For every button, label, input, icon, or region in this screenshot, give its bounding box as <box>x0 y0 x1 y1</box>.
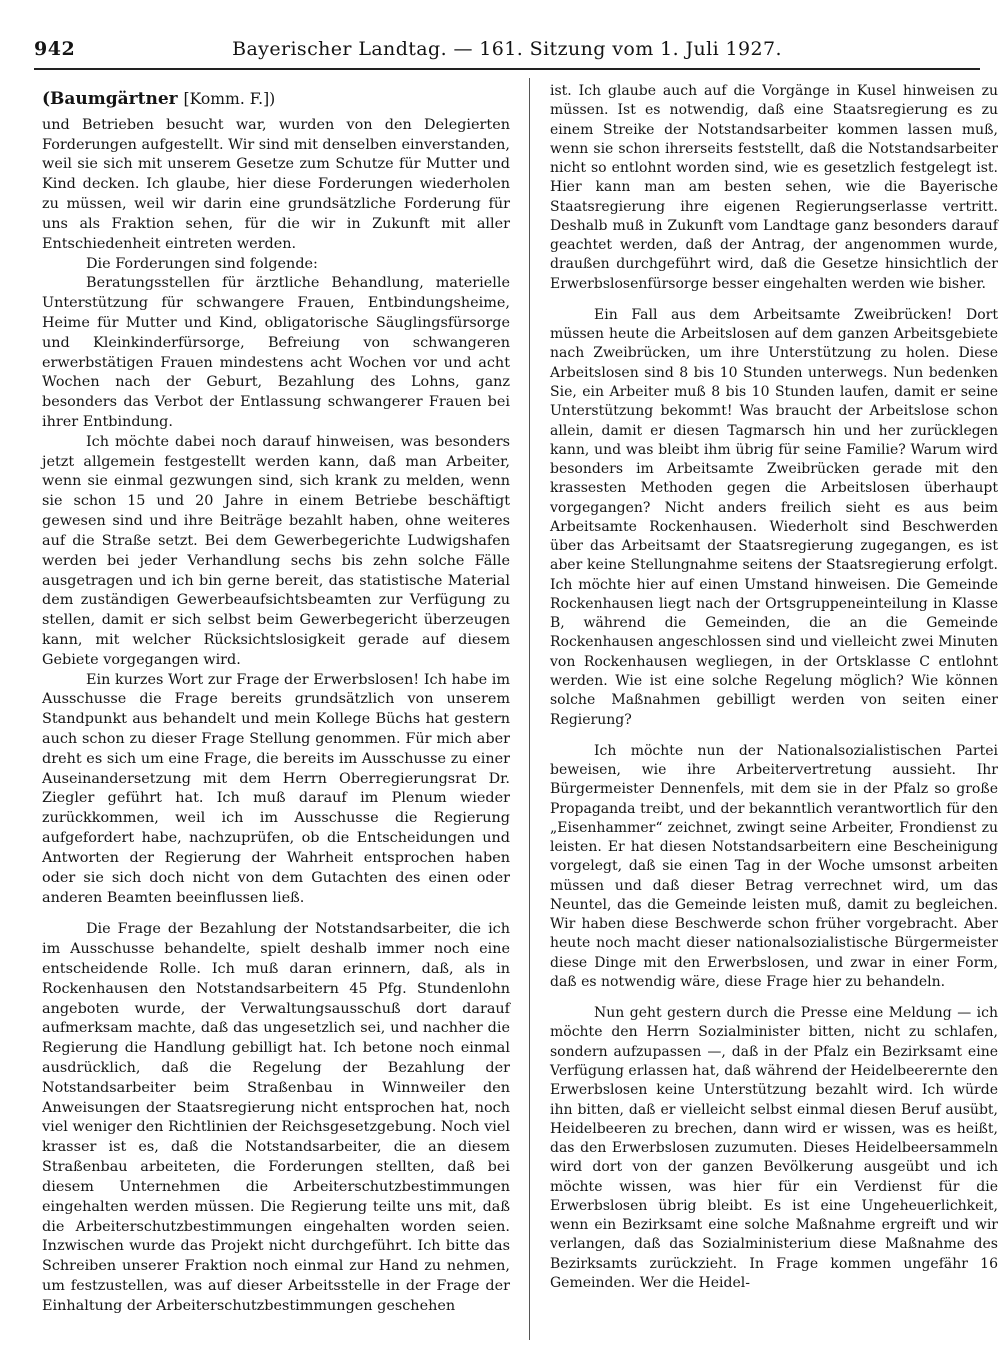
paragraph: Ein kurzes Wort zur Frage der Erwerbslosen! Ich habe im Ausschusse die Frage bereits grundsätzlich von unserem Standpunkt aus behandelt und mein Kollege Büchs hat gestern auch schon zu dieser Frage Stellung genommen. Für mich aber dreht es sich um eine Frage, die bereits im Ausschusse zu einer Auseinandersetzung mit dem Herrn Oberregierungsrat Dr. Ziegler geführt hat. Ich muß darauf im Plenum wieder zurückkommen, weil ich im Ausschusse die Regierung aufgefordert habe, nachzuprüfen, ob die Entscheidungen und Antworten der Regierung der Wahrheit entsprochen haben oder sie sich doch nicht von dem Gutachten des einen oder anderen Beamten beeinflussen ließ. <box>42 671 510 906</box>
paragraph: Ich möchte nun der Nationalsozialistischen Partei beweisen, wie ihre Arbeitervertretung aussieht. Ihr Bürgermeister Dennenfels, mit dem sie in der Pfalz so große Propaganda treibt, und der bekanntlich verantwortlich für den „Eisenhammer“ zeichnet, zwingt seine Arbeiter, Frondienst zu leisten. Er hat diesen Notstandsarbeitern eine Bescheinigung vorgelegt, daß sie einen Tag in der Woche umsonst arbeiten müssen und daß dieser Betrag verrechnet wird, um das Neuntel, das die Gemeinde leisten muß, damit zu begleichen. Wir haben diese Beschwerde schon früher vorgebracht. Aber heute noch macht dieser nationalsozialistische Bürgermeister diese Dinge mit den Erwerbslosen, und zwar in einer Form, daß es notwendig wäre, diese Frage hier zu behandeln. <box>550 742 998 990</box>
speaker-label <box>42 90 510 110</box>
paragraph: und Betrieben besucht war, wurden von den Delegierten Forderungen aufgestellt. Wir sind mit denselben einverstanden, weil sie sich mit unserem Gesetze zum Schutze für Mutter und Kind decken. Ich glaube, hier diese Forderungen wiederholen zu müssen, weil wir darin eine grundsätzliche Forderung für uns als Fraktion sehen, für die wir in Zukunft mit aller Entschiedenheit eintreten werden. <box>42 116 510 252</box>
page-number: 942 <box>34 38 76 60</box>
column-divider <box>529 78 530 1340</box>
paragraph: Nun geht gestern durch die Presse eine Meldung — ich möchte den Herrn Sozialminister bitten, nicht zu schlafen, sondern aufzupassen —, daß in der Pfalz ein Bezirksamt eine Verfügung erlassen hat, daß während der Heidelbeerernte den Erwerbslosen keine Unterstützung bezahlt wird. Ich würde ihn bitten, daß er vielleicht selbst einmal diesen Beruf ausübt, Heidelbeeren zu brechen, dann wird er wissen, was es heißt, das den Erwerbslosen zuzumuten. Dieses Heidelbeersammeln wird dort von der ganzen Bevölkerung ausgeübt und ich möchte wissen, was hier für ein Verdienst für die Erwerbslosen übrig bleibt. Es ist eine Ungeheuerlichkeit, wenn ein Bezirksamt eine solche Maßnahme ergreift und wir verlangen, daß das Sozialministerium diese Maßnahme des Bezirksamts zurückzieht. In Frage kommen ungefähr 16 Gemeinden. Wer die Heidel- <box>550 1005 999 1291</box>
right-column <box>550 82 998 1293</box>
running-title: Bayerischer Landtag. — 161. Sitzung vom 1. Juli 1927. <box>232 38 782 60</box>
paragraph: Die Forderungen sind folgende: <box>86 255 318 272</box>
speaker-name: (Baumgärtner <box>42 89 178 109</box>
paragraph: Beratungsstellen für ärztliche Behandlung, materielle Unterstützung für schwangere Frauen, Entbindungsheime, Heime für Mutter und Kind, obligatorische Säuglingsfürsorge und Kleinkinderfürsorge, Befreiung von schwangeren erwerbstätigen Frauen mindestens acht Wochen vor und acht Wochen nach der Geburt, Bezahlung des Lohns, ganz besonders das Verbot der Entlassung schwangerer Frauen bei ihrer Entbindung. <box>42 275 510 430</box>
paragraph: Ein Fall aus dem Arbeitsamte Zweibrücken! Dort müssen heute die Arbeitslosen auf dem ganzen Arbeitsgebiete nach Zweibrücken, um ihre Unterstützung zu holen. Diese Arbeitslosen sind 8 bis 10 Stunden unterwegs. Nun bedenken Sie, ein Arbeiter muß 8 bis 10 Stunden laufen, damit er seine Unterstützung bekommt! Was braucht der Arbeitslose schon allein, damit er diesen Tagmarsch hin und her zurücklegen kann, und was bleibt ihm übrig für seine Familie? Warum wird besonders im Arbeitsamte Zweibrücken gerade mit den krassesten Methoden gegen die Arbeitslosen überhaupt vorgegangen? Nicht anders freilich sieht es aus beim Arbeitsamte Rockenhausen. Wiederholt sind Beschwerden über das Arbeitsamt der Staatsregierung zugegangen, es ist aber keine Stellungnahme seitens der Staatsregierung erfolgt. Ich möchte hier auf einen Umstand hinweisen. Die Gemeinde Rockenhausen liegt nach der Ortsgruppeneinteilung in Klasse B, während die Gemeinden, die an die Gemeinde Rockenhausen angeschlossen sind und vielleicht zwei Minuten von Rockenhausen wegliegen, in der Ortsklasse C entlohnt werden. Wie ist eine solche Regelung möglich? Wie können solche Maßnahmen gebilligt werden von seiten einer Regierung? <box>550 306 998 728</box>
speaker-party: [Komm. F.]) <box>183 90 276 108</box>
paragraph: Die Frage der Bezahlung der Notstandsarbeiter, die ich im Ausschusse behandelte, spielt deshalb immer noch eine entscheidende Rolle. Ich muß daran erinnern, daß, als in Rockenhausen den Notstandsarbeitern 45 Pfg. Stundenlohn angeboten wurde, der Verwaltungsausschuß dort darauf aufmerksam machte, daß das ungesetzlich sei, und nachher die Regierung die Handlung gebilligt hat. Ich betone noch einmal ausdrücklich, daß die Regelung der Bezahlung der Notstandsarbeiter beim Straßenbau in Winnweiler den Anweisungen der Staatsregierung nicht entsprochen hat, noch viel weniger den Richtlinien der Reichsgesetzgebung. Noch viel krasser ist es, daß die Notstandsarbeiter, die an diesem Straßenbau arbeiteten, die Forderungen stellten, daß bei diesem Unternehmen die Arbeiterschutzbestimmungen eingehalten werden müssen. Die Regierung teilte uns mit, daß die Arbeiterschutzbestimmungen eingehalten worden seien. Inzwischen wurde das Projekt nicht durchgeführt. Ich bitte das Schreiben unserer Fraktion noch einmal zur Hand zu nehmen, um festzustellen, was auf dieser Arbeitsstelle in der Frage der Einhaltung der Arbeiterschutzbestimmungen geschehen <box>42 921 510 1314</box>
page-header <box>34 38 980 70</box>
paragraph: ist. Ich glaube auch auf die Vorgänge in Kusel hinweisen zu müssen. Ist es notwendig, daß eine Staatsregierung es zu einem Streike der Notstandsarbeiter kommen lassen muß, wenn sie schon ihrerseits feststellt, daß die Notstandsarbeiter nicht so entlohnt worden sind, wie es gesetzlich festgelegt ist. Hier kann man am besten sehen, wie die Bayerische Staatsregierung ihre eigenen Regierungserlasse vertritt. Deshalb muß in Zukunft vom Landtage ganz besonders darauf geachtet werden, daß der Antrag, der angenommen wurde, draußen durchgeführt wird, daß die Gesetze hinsichtlich der Erwerbslosenfürsorge besser eingehalten werden wie bisher. <box>550 83 998 292</box>
left-column <box>42 82 510 1317</box>
paragraph: Ich möchte dabei noch darauf hinweisen, was besonders jetzt allgemein festgestellt werden kann, daß man Arbeiter, wenn sie einmal gezwungen sind, sich krank zu melden, wenn sie schon 15 und 20 Jahre in einem Betriebe beschäftigt gewesen sind und ihre Beiträge bezahlt haben, ohne weiteres auf die Straße setzt. Bei dem Gewerbegerichte Ludwigshafen werden bei jeder Verhandlung sechs bis zehn solche Fälle ausgetragen und ich bin gerne bereit, das statistische Material dem zuständigen Gewerbeaufsichtsbeamten zur Verfügung zu stellen, damit er sich selbst beim Gewerbegericht überzeugen kann, mit welcher Rücksichtslosigkeit gerade auf diesem Gebiete vorgegangen wird. <box>42 433 510 668</box>
